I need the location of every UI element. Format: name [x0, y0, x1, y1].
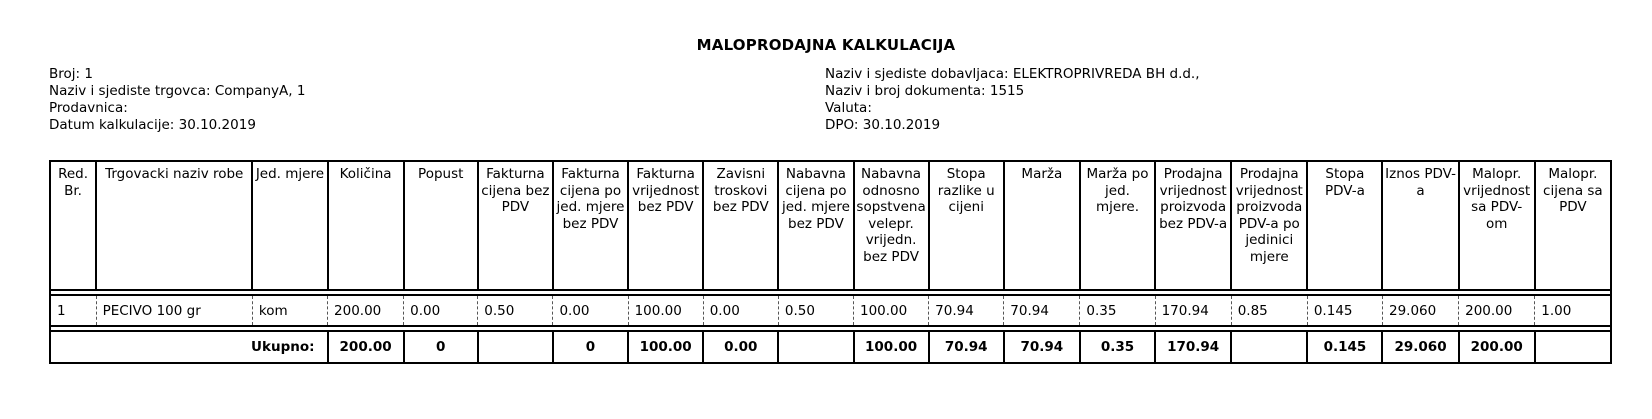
total-fakturna-cijena	[478, 331, 553, 363]
column-header: Jed. mjere	[252, 161, 327, 290]
table-cell: 0.00	[703, 295, 778, 326]
table-cell: kom	[252, 295, 327, 326]
column-header: Red. Br.	[50, 161, 96, 290]
table-cell: 1.00	[1535, 295, 1611, 326]
total-label: Ukupno:	[50, 331, 328, 363]
column-header: Prodajna vrijednost proizvoda PDV-a po jedinici mjere	[1231, 161, 1307, 290]
table-cell: 29.060	[1382, 295, 1458, 326]
column-header: Malopr. cijena sa PDV	[1535, 161, 1611, 290]
total-malopr-cijena	[1535, 331, 1611, 363]
column-header: Marža	[1004, 161, 1080, 290]
total-row	[50, 331, 1611, 363]
calculation-date: Datum kalkulacije: 30.10.2019	[49, 117, 256, 133]
column-header: Prodajna vrijednost proizvoda bez PDV-a	[1155, 161, 1231, 290]
table-cell: 170.94	[1155, 295, 1231, 326]
table-cell: 70.94	[929, 295, 1004, 326]
column-header: Popust	[404, 161, 478, 290]
document-title: MALOPRODAJNA KALKULACIJA	[696, 36, 956, 54]
table-cell: 200.00	[1459, 295, 1535, 326]
total-nabavna-vrijednost: 100.00	[854, 331, 929, 363]
total-marza-jed: 0.35	[1080, 331, 1155, 363]
table-cell: 0.145	[1307, 295, 1382, 326]
calculation-table	[49, 160, 1612, 364]
total-marza: 70.94	[1004, 331, 1080, 363]
table-cell: 0.00	[553, 295, 628, 326]
table-row	[50, 295, 1611, 326]
total-zavisni-troskovi: 0.00	[703, 331, 778, 363]
column-header: Iznos PDV-a	[1382, 161, 1458, 290]
column-header: Nabavna odnosno sopstvena velepr. vrijedn. bez PDV	[854, 161, 929, 290]
total-fakturna-cijena-jed: 0	[553, 331, 628, 363]
table-cell: 0.50	[778, 295, 853, 326]
supplier-info	[825, 66, 1200, 134]
table-cell: 70.94	[1004, 295, 1080, 326]
dpo-date: DPO: 30.10.2019	[825, 117, 941, 133]
table-cell: 0.35	[1080, 295, 1155, 326]
column-header: Količina	[328, 161, 404, 290]
table-cell: 100.00	[628, 295, 703, 326]
column-header: Zavisni troskovi bez PDV	[703, 161, 778, 290]
total-stopa-pdv: 0.145	[1307, 331, 1382, 363]
currency: Valuta:	[825, 100, 872, 116]
total-prodajna-vrijednost-jed	[1231, 331, 1307, 363]
total-fakturna-vrijednost: 100.00	[628, 331, 703, 363]
column-header: Nabavna cijena po jed. mjere bez PDV	[778, 161, 853, 290]
table-header-row	[50, 161, 1611, 290]
column-header: Marža po jed. mjere.	[1080, 161, 1155, 290]
column-header: Trgovacki naziv robe	[96, 161, 252, 290]
column-header: Fakturna cijena po jed. mjere bez PDV	[553, 161, 628, 290]
table-cell: 1	[50, 295, 96, 326]
total-nabavna-cijena	[778, 331, 853, 363]
document-reference: Naziv i broj dokumenta: 1515	[825, 83, 1025, 99]
total-kolicina: 200.00	[328, 331, 404, 363]
table-cell: PECIVO 100 gr	[96, 295, 252, 326]
total-prodajna-vrijednost: 170.94	[1155, 331, 1231, 363]
table-cell: 0.85	[1231, 295, 1307, 326]
store: Prodavnica:	[49, 100, 128, 116]
column-header: Fakturna vrijednost bez PDV	[628, 161, 703, 290]
trader-name: Naziv i sjediste trgovca: CompanyA, 1	[49, 83, 306, 99]
table-cell: 200.00	[328, 295, 404, 326]
supplier-name: Naziv i sjediste dobavljaca: ELEKTROPRIVREDA BH d.d.,	[825, 66, 1200, 82]
total-malopr-vrijednost: 200.00	[1459, 331, 1535, 363]
column-header: Stopa PDV-a	[1307, 161, 1382, 290]
document-number: Broj: 1	[49, 66, 93, 82]
table-cell: 0.50	[478, 295, 553, 326]
total-iznos-pdv: 29.060	[1382, 331, 1458, 363]
column-header: Malopr. vrijednost sa PDV-om	[1459, 161, 1535, 290]
column-header: Stopa razlike u cijeni	[929, 161, 1004, 290]
column-header: Fakturna cijena bez PDV	[478, 161, 553, 290]
table-cell: 0.00	[404, 295, 478, 326]
total-stopa-razlike: 70.94	[929, 331, 1004, 363]
total-popust: 0	[404, 331, 478, 363]
trader-info	[49, 66, 305, 134]
table-cell: 100.00	[854, 295, 929, 326]
